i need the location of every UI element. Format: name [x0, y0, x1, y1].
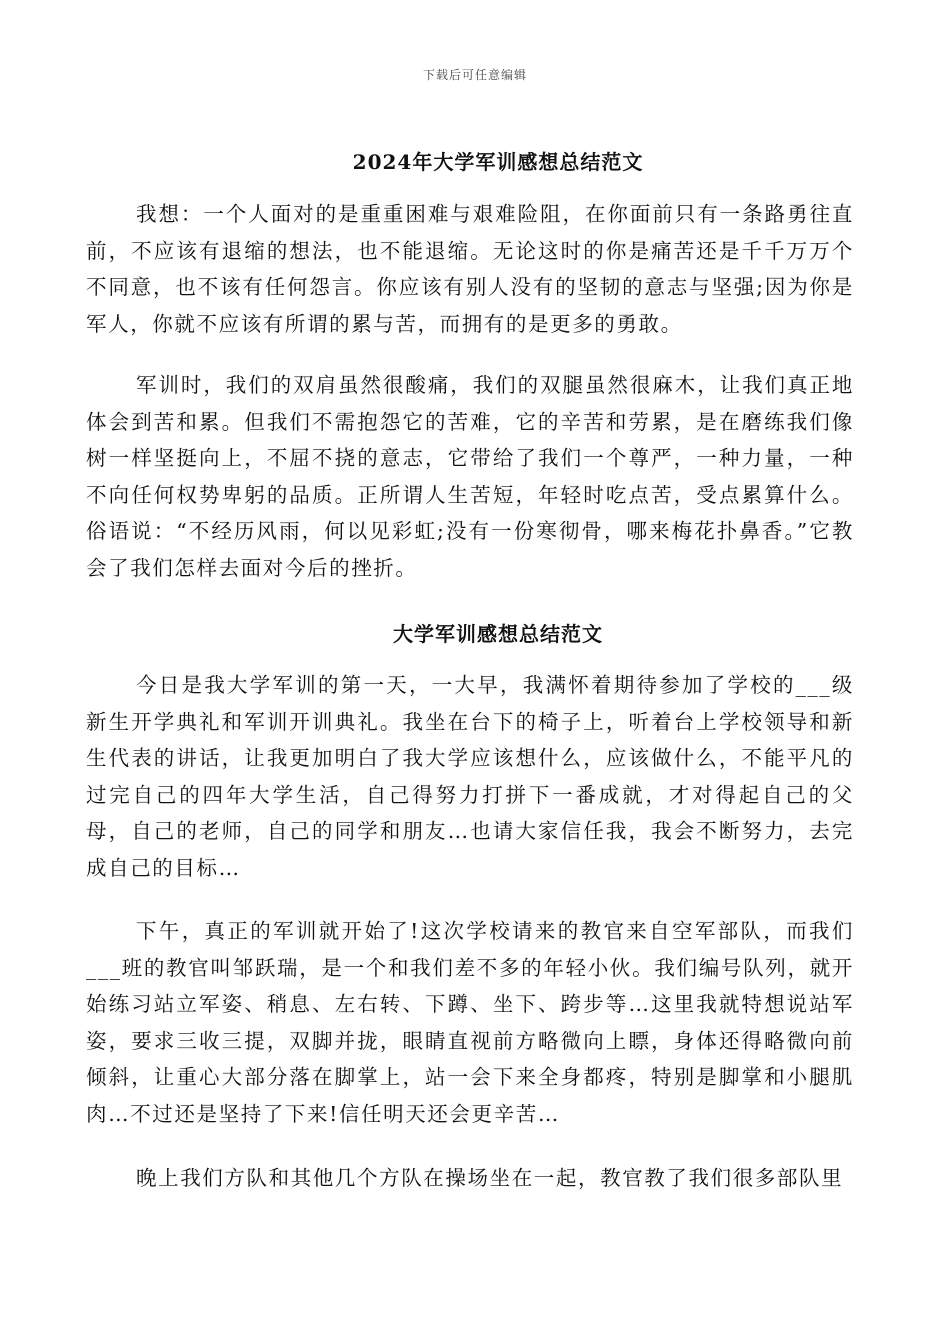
- paragraph: 晚上我们方队和其他几个方队在操场坐在一起，教官教了我们很多部队里: [136, 1166, 844, 1190]
- paragraph: 军训时，我们的双肩虽然很酸痛，我们的双腿虽然很麻木，让我们真正地体会到苦和累。但我们不需抱怨它的苦难，它的辛苦和劳累，是在磨练我们像树一样坚挺向上，不屈不挠的意志，它带给了我们一个尊严，一种力量，一种不向任何权势卑躬的品质。正所谓人生苦短，年轻时吃点苦，受点累算什么。俗语说：“不经历风雨，何以见彩虹;没有一份寒彻骨，哪来梅花扑鼻香。”它教会了我们怎样去面对今后的挫折。: [86, 373, 854, 580]
- paragraph: 下午，真正的军训就开始了!这次学校请来的教官来自空军部队，而我们___班的教官叫邹跃瑞，是一个和我们差不多的年轻小伙。我们编号队列，就开始练习站立军姿、稍息、左右转、下蹲、坐下、跨步等…这里我就特想说站军姿，要求三收三提，双脚并拢，眼睛直视前方略微向上瞟，身体还得略微向前倾斜，让重心大部分落在脚掌上，站一会下来全身都疼，特别是脚掌和小腿肌肉…不过还是坚持了下来!信任明天还会更辛苦…: [86, 919, 854, 1126]
- paragraph: 今日是我大学军训的第一天，一大早，我满怀着期待参加了学校的___级新生开学典礼和军训开训典礼。我坐在台下的椅子上，听着台上学校领导和新生代表的讲话，让我更加明白了我大学应该想什么，应该做什么，不能平凡的过完自己的四年大学生活，自己得努力打拼下一番成就，才对得起自己的父母，自己的老师，自己的同学和朋友…也请大家信任我，我会不断努力，去完成自己的目标…: [86, 673, 854, 880]
- paragraph: 我想：一个人面对的是重重困难与艰难险阻，在你面前只有一条路勇往直前，不应该有退缩的想法，也不能退缩。无论这时的你是痛苦还是千千万万个不同意，也不该有任何怨言。你应该有别人没有的坚韧的意志与坚强;因为你是军人，你就不应该有所谓的累与苦，而拥有的是更多的勇敢。: [86, 202, 854, 336]
- section-title-university: 大学军训感想总结范文: [393, 622, 603, 646]
- page-header-note: 下载后可任意编辑: [422, 68, 527, 82]
- section-title-2024: 2024年大学军训感想总结范文: [352, 150, 644, 174]
